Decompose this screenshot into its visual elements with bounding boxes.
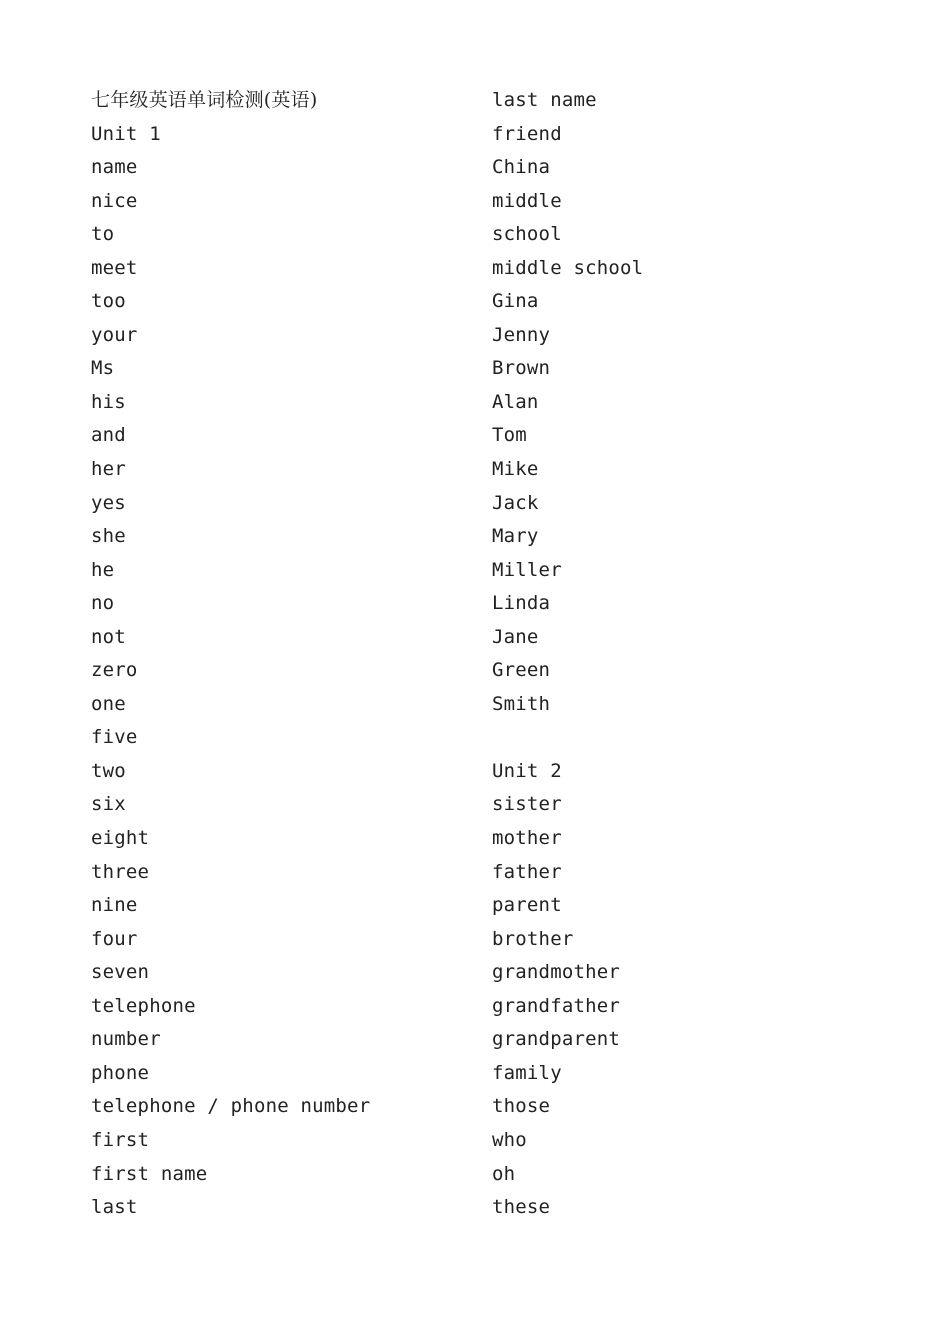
word-item: oh xyxy=(492,1162,516,1185)
word-item: who xyxy=(492,1128,527,1151)
word-item: meet xyxy=(91,256,138,279)
left-column xyxy=(91,84,471,1225)
word-item: Brown xyxy=(492,357,551,380)
word-item: three xyxy=(91,860,150,883)
word-item: Miller xyxy=(492,558,562,581)
word-item: Alan xyxy=(492,390,539,413)
word-item: these xyxy=(492,1196,551,1219)
word-item: Smith xyxy=(492,692,551,715)
word-item: those xyxy=(492,1095,551,1118)
word-item: he xyxy=(91,558,115,581)
word-item: Linda xyxy=(492,592,551,615)
word-item: telephone xyxy=(91,994,196,1017)
word-item: Gina xyxy=(492,290,539,313)
word-item: last xyxy=(91,1196,138,1219)
word-item: too xyxy=(91,290,126,313)
word-item: Unit 1 xyxy=(91,122,161,145)
word-item: name xyxy=(91,156,138,179)
word-item: Jane xyxy=(492,625,539,648)
word-item: first xyxy=(91,1128,150,1151)
word-item: yes xyxy=(91,491,126,514)
word-item: sister xyxy=(492,793,562,816)
word-item: not xyxy=(91,625,126,648)
word-item: Jenny xyxy=(492,323,551,346)
word-item: friend xyxy=(492,122,562,145)
word-item: family xyxy=(492,1061,562,1084)
word-item: parent xyxy=(492,894,562,917)
word-item: four xyxy=(91,927,138,950)
word-item: grandparent xyxy=(492,1028,621,1051)
word-item: Tom xyxy=(492,424,527,447)
word-item: first name xyxy=(91,1162,208,1185)
word-item: Mary xyxy=(492,525,539,548)
word-item: telephone / phone number xyxy=(91,1095,371,1118)
word-item: your xyxy=(91,323,138,346)
word-item: grandmother xyxy=(492,961,621,984)
word-item: no xyxy=(91,592,115,615)
word-item: one xyxy=(91,692,126,715)
word-item: Green xyxy=(492,659,551,682)
word-item: to xyxy=(91,223,115,246)
word-item: she xyxy=(91,525,126,548)
word-item: seven xyxy=(91,961,150,984)
word-item: grandfather xyxy=(492,994,621,1017)
word-item: her xyxy=(91,458,126,481)
blank-line xyxy=(492,721,872,755)
word-item: eight xyxy=(91,827,150,850)
word-item: father xyxy=(492,860,562,883)
word-item: middle school xyxy=(492,256,644,279)
page-title: 七年级英语单词检测(英语) xyxy=(91,89,318,111)
right-column xyxy=(492,84,872,1225)
word-item: five xyxy=(91,726,138,749)
word-item: zero xyxy=(91,659,138,682)
word-item: six xyxy=(91,793,126,816)
word-item: last name xyxy=(492,89,597,111)
word-item: brother xyxy=(492,927,574,950)
word-item: middle xyxy=(492,189,562,212)
word-item: Mike xyxy=(492,458,539,481)
word-item: phone xyxy=(91,1061,150,1084)
word-item: school xyxy=(492,223,562,246)
word-item: his xyxy=(91,390,126,413)
word-item: mother xyxy=(492,827,562,850)
word-item: Jack xyxy=(492,491,539,514)
word-item: Ms xyxy=(91,357,115,380)
word-item: number xyxy=(91,1028,161,1051)
word-item: nice xyxy=(91,189,138,212)
word-item: two xyxy=(91,759,126,782)
word-item: nine xyxy=(91,894,138,917)
word-item: Unit 2 xyxy=(492,759,562,782)
word-item: China xyxy=(492,156,551,179)
word-item: and xyxy=(91,424,126,447)
